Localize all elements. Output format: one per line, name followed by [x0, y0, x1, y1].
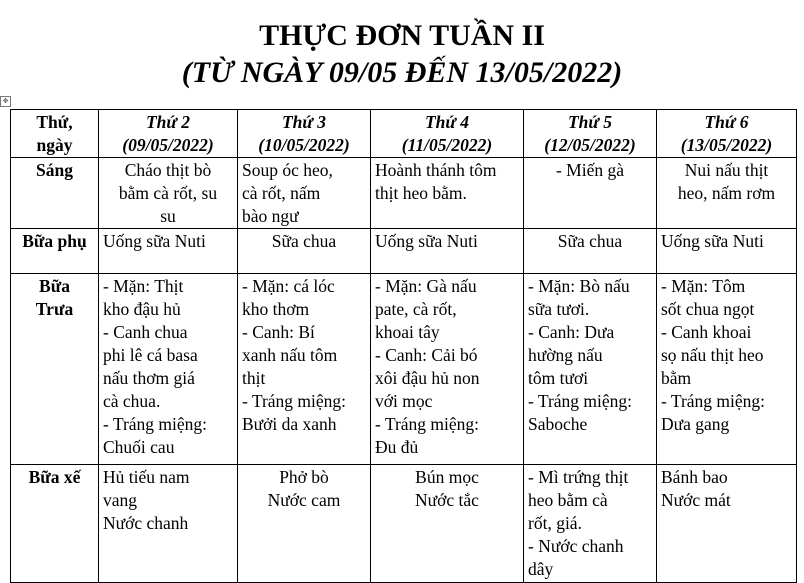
- cell-text-line: bằm cà rốt, su: [118, 183, 218, 203]
- cell-text-line: thịt: [242, 368, 266, 388]
- cell-text-line: Nước cam: [267, 490, 341, 510]
- snack-cell-fri: [657, 229, 797, 274]
- breakfast-cell-thu: [524, 158, 657, 229]
- cell-text-line: Đu đủ: [375, 437, 419, 457]
- cell-text-line: tôm tươi: [528, 368, 589, 388]
- cell-text-line: - Canh: Bí: [242, 322, 315, 342]
- breakfast-cell-fri: [657, 158, 797, 229]
- breakfast-cell-mon: [99, 158, 238, 229]
- cell-text-line: (13/05/2022): [680, 135, 773, 155]
- cell-text-line: Bữa: [39, 276, 70, 296]
- cell-text-line: Dưa gang: [661, 414, 730, 434]
- meal-label-afternoon: [11, 465, 99, 583]
- cell-text-line: dây: [528, 559, 554, 579]
- afternoon-cell-thu: [524, 465, 657, 583]
- cell-text-line: hường nấu: [528, 345, 603, 365]
- cell-text-line: Thứ 6: [704, 112, 749, 132]
- corner-header-cell: [11, 110, 99, 158]
- menu-title: THỰC ĐƠN TUẦN II: [259, 19, 545, 52]
- cell-text-line: Uống sữa Nuti: [375, 231, 478, 251]
- cell-text-line: Cháo thịt bò: [124, 160, 212, 180]
- cell-text-line: nấu thơm giá: [103, 368, 195, 388]
- cell-text-line: vang: [103, 490, 138, 510]
- cell-text-line: - Tráng miệng:: [661, 391, 766, 411]
- cell-text-line: - Canh chua: [103, 322, 188, 342]
- cell-text-line: (11/05/2022): [401, 135, 493, 155]
- afternoon-cell-wed: [371, 465, 524, 583]
- cell-text-line: Thứ 5: [567, 112, 613, 132]
- menu-date-range: (TỪ NGÀY 09/05 ĐẾN 13/05/2022): [181, 56, 623, 89]
- cell-text-line: - Canh: Dưa: [528, 322, 615, 342]
- cell-text-line: Thứ 3: [281, 112, 327, 132]
- meal-label-snack: [11, 229, 99, 274]
- cell-text-line: - Mặn: cá lóc: [242, 276, 335, 296]
- cell-text-line: Thứ,: [36, 112, 73, 132]
- cell-text-line: - Mặn: Gà nấu: [375, 276, 477, 296]
- cell-text-line: cà chua.: [103, 391, 161, 411]
- cell-text-line: (09/05/2022): [122, 135, 214, 155]
- cell-text-line: Sữa chua: [557, 231, 623, 251]
- breakfast-cell-tue: [238, 158, 371, 229]
- cell-text-line: rốt, giá.: [528, 513, 582, 533]
- cell-text-line: - Tráng miệng:: [242, 391, 347, 411]
- snack-cell-wed: [371, 229, 524, 274]
- afternoon-cell-fri: [657, 465, 797, 583]
- cell-text-line: - Tráng miệng:: [375, 414, 480, 434]
- weekly-menu-table: [10, 109, 797, 583]
- cell-text-line: (12/05/2022): [544, 135, 636, 155]
- day-header-wed: [371, 110, 524, 158]
- cell-text-line: Uống sữa Nuti: [103, 231, 206, 251]
- breakfast-row: [11, 158, 797, 229]
- cell-text-line: Sữa chua: [271, 231, 337, 251]
- cell-text-line: Saboche: [528, 414, 588, 434]
- cell-text-line: xanh nấu tôm: [242, 345, 338, 365]
- cell-text-line: pate, cà rốt,: [375, 299, 457, 319]
- cell-text-line: Bữa phụ: [22, 231, 87, 251]
- lunch-cell-mon: [99, 274, 238, 465]
- cell-text-line: phi lê cá basa: [103, 345, 198, 365]
- snack-cell-mon: [99, 229, 238, 274]
- cell-text-line: thịt heo bằm.: [375, 183, 467, 203]
- lunch-row: [11, 274, 797, 465]
- cell-text-line: Trưa: [35, 299, 74, 319]
- cell-text-line: Nước mát: [661, 490, 731, 510]
- meal-label-lunch: [11, 274, 99, 465]
- cell-text-line: sọ nấu thịt heo: [661, 345, 764, 365]
- cell-text-line: Hủ tiếu nam: [103, 467, 190, 487]
- day-header-tue: [238, 110, 371, 158]
- cell-text-line: - Mặn: Thịt: [103, 276, 184, 296]
- cell-text-line: Bún mọc: [415, 467, 479, 487]
- cell-text-line: với mọc: [375, 391, 433, 411]
- header-row: [11, 110, 797, 158]
- cell-text-line: Hoành thánh tôm: [375, 160, 497, 180]
- cell-text-line: Sáng: [36, 160, 73, 180]
- lunch-cell-tue: [238, 274, 371, 465]
- table-move-handle-icon[interactable]: ✥: [0, 96, 11, 107]
- cell-text-line: heo bằm cà: [528, 490, 608, 510]
- day-header-fri: [657, 110, 797, 158]
- cell-text-line: su: [160, 206, 176, 226]
- cell-text-line: khoai tây: [375, 322, 440, 342]
- cell-text-line: sốt chua ngọt: [661, 299, 755, 319]
- breakfast-cell-wed: [371, 158, 524, 229]
- cell-text-line: - Canh khoai: [661, 322, 752, 342]
- cell-text-line: cà rốt, nấm: [242, 183, 321, 203]
- cell-text-line: Bữa xế: [28, 467, 81, 487]
- afternoon-cell-mon: [99, 465, 238, 583]
- cell-text-line: - Tráng miệng:: [528, 391, 633, 411]
- cell-text-line: - Mì trứng thịt: [528, 467, 629, 487]
- afternoon-cell-tue: [238, 465, 371, 583]
- cell-text-line: Chuối cau: [103, 437, 175, 457]
- cell-text-line: xôi đậu hủ non: [375, 368, 480, 388]
- cell-text-line: Nước tắc: [415, 490, 479, 510]
- cell-text-line: Bưởi da xanh: [242, 414, 337, 434]
- cell-text-line: - Mặn: Tôm: [661, 276, 746, 296]
- cell-text-line: Soup óc heo,: [242, 160, 333, 180]
- snack-cell-tue: [238, 229, 371, 274]
- cell-text-line: - Nước chanh: [528, 536, 624, 556]
- cell-text-line: kho đậu hủ: [103, 299, 181, 319]
- cell-text-line: (10/05/2022): [258, 135, 350, 155]
- cell-text-line: Nui nấu thịt: [684, 160, 769, 180]
- lunch-cell-thu: [524, 274, 657, 465]
- cell-text-line: Thứ 4: [424, 112, 470, 132]
- cell-text-line: - Tráng miệng:: [103, 414, 208, 434]
- afternoon-snack-row: [11, 465, 797, 583]
- day-header-thu: [524, 110, 657, 158]
- cell-text-line: sữa tươi.: [528, 299, 590, 319]
- cell-text-line: bằm: [661, 368, 692, 388]
- day-header-mon: [99, 110, 238, 158]
- cell-text-line: - Canh: Cải bó: [375, 345, 478, 365]
- cell-text-line: Phở bò: [279, 467, 329, 487]
- cell-text-line: Nước chanh: [103, 513, 189, 533]
- cell-text-line: Uống sữa Nuti: [661, 231, 764, 251]
- cell-text-line: - Miến gà: [555, 160, 625, 180]
- lunch-cell-wed: [371, 274, 524, 465]
- cell-text-line: heo, nấm rơm: [677, 183, 776, 203]
- snack-row: [11, 229, 797, 274]
- cell-text-line: Thứ 2: [145, 112, 191, 132]
- cell-text-line: Bánh bao: [661, 467, 728, 487]
- cell-text-line: kho thơm: [242, 299, 310, 319]
- meal-label-breakfast: [11, 158, 99, 229]
- cell-text-line: bào ngư: [242, 206, 299, 226]
- cell-text-line: ngày: [36, 135, 73, 155]
- cell-text-line: - Mặn: Bò nấu: [528, 276, 630, 296]
- snack-cell-thu: [524, 229, 657, 274]
- lunch-cell-fri: [657, 274, 797, 465]
